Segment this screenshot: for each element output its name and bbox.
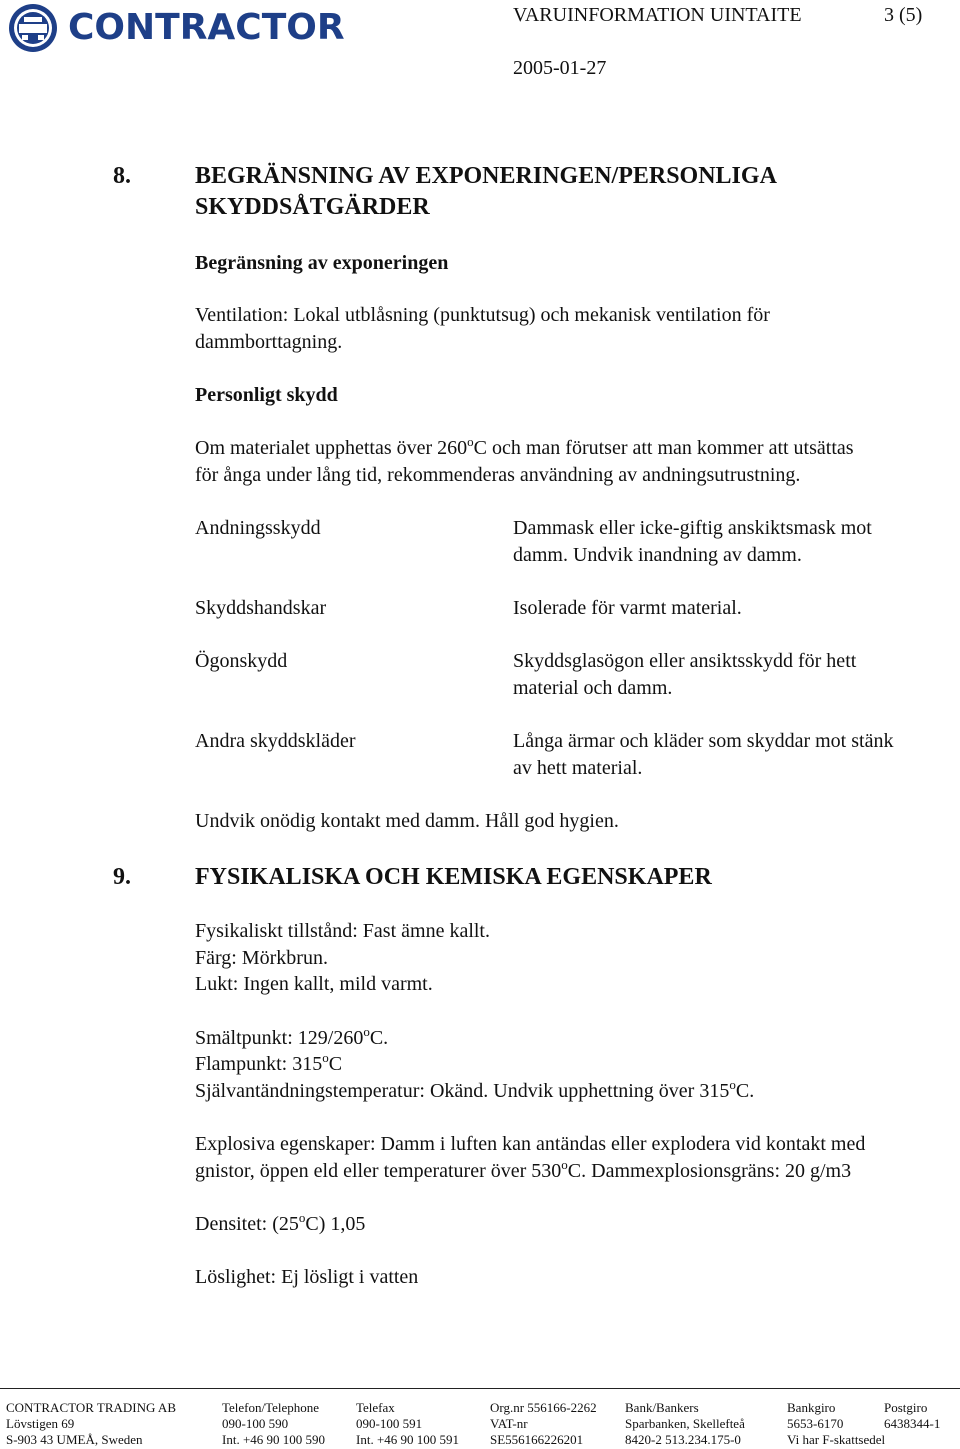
footer-divider [0, 1388, 960, 1389]
explosive-properties-line2: gnistor, öppen eld eller temperaturer över 530$^o$C. Dammexplosionsgräns: 20 g/m3 [195, 1157, 852, 1182]
protection-text-gloves: Isolerade för varmt material. [513, 597, 742, 619]
flash-point: Flampunkt: 315$^o$C [195, 1050, 343, 1075]
footer-telefax: Telefax 090-100 591 Int. +46 90 100 591 [356, 1400, 460, 1447]
footer-telephone: Telefon/Telephone 090-100 590 Int. +46 90 100 590 [222, 1400, 326, 1447]
protection-text-eyes-line2: material och damm. [513, 677, 673, 699]
subheading-personal-protection: Personligt skydd [195, 384, 338, 406]
footer-postgiro: Postgiro 6438344-1 [884, 1400, 941, 1431]
protection-text-respiratory-line1: Dammask eller icke-giftig anskiktsmask mot [513, 517, 872, 539]
protection-text-clothing-line2: av hett material. [513, 757, 643, 779]
footer-bankgiro: Bankgiro 5653-6170 Vi har F-skattsedel [787, 1400, 886, 1447]
footer-org-number: Org.nr 556166-2262 VAT-nr SE556166226201 [490, 1400, 597, 1447]
protection-text-respiratory-line2: damm. Undvik inandning av damm. [513, 544, 802, 566]
density: Densitet: (25$^o$C) 1,05 [195, 1210, 366, 1235]
autoignition-temperature: Självantändningstemperatur: Okänd. Undvik upphettning över 315$^o$C. [195, 1077, 755, 1102]
color-property: Färg: Mörkbrun. [195, 947, 328, 969]
contractor-emblem-icon [6, 2, 62, 54]
personal-protection-line2: för ånga under lång tid, rekommenderas användning av andningsutrustning. [195, 464, 801, 486]
odor-property: Lukt: Ingen kallt, mild varmt. [195, 973, 433, 995]
protection-text-clothing-line1: Långa ärmar och kläder som skyddar mot stänk [513, 730, 894, 752]
company-logo [6, 2, 358, 54]
personal-protection-line1: Om materialet upphettas över 260$^o$C och man förutser att man kommer att utsättas [195, 434, 854, 459]
protection-text-eyes-line1: Skyddsglasögon eller ansiktsskydd för hett [513, 650, 857, 672]
subheading-exposure-limits: Begränsning av exponeringen [195, 252, 449, 274]
document-title: VARUINFORMATION UINTAITE [513, 4, 802, 26]
logo-wordmark: CONTRACTOR [68, 7, 345, 48]
hygiene-note: Undvik onödig kontakt med damm. Håll god hygien. [195, 810, 619, 832]
protection-label-respiratory: Andningsskydd [195, 517, 321, 539]
ventilation-line1: Ventilation: Lokal utblåsning (punktutsug) och mekanisk ventilation för [195, 304, 770, 326]
page-number: 3 (5) [884, 4, 923, 26]
footer-company: CONTRACTOR TRADING AB Lövstigen 69 S-903 43 UMEÅ, Sweden [6, 1400, 176, 1447]
footer-bank: Bank/Bankers Sparbanken, Skellefteå 8420-2 513.234.175-0 [625, 1400, 745, 1447]
ventilation-line2: dammborttagning. [195, 331, 343, 353]
solubility: Löslighet: Ej lösligt i vatten [195, 1266, 419, 1288]
explosive-properties-line1: Explosiva egenskaper: Damm i luften kan antändas eller explodera vid kontakt med [195, 1133, 866, 1155]
section-9-number: 9. [113, 864, 131, 890]
document-date: 2005-01-27 [513, 57, 607, 79]
section-8-number: 8. [113, 163, 131, 189]
protection-label-gloves: Skyddshandskar [195, 597, 327, 619]
section-8-title-line1: BEGRÄNSNING AV EXPONERINGEN/PERSONLIGA [195, 163, 777, 189]
protection-label-eyes: Ögonskydd [195, 650, 288, 672]
section-8-title-line2: SKYDDSÅTGÄRDER [195, 194, 430, 220]
section-9-title: FYSIKALISKA OCH KEMISKA EGENSKAPER [195, 864, 712, 890]
melting-point: Smältpunkt: 129/260$^o$C. [195, 1024, 389, 1049]
physical-state: Fysikaliskt tillstånd: Fast ämne kallt. [195, 920, 490, 942]
protection-label-clothing: Andra skyddskläder [195, 730, 356, 752]
